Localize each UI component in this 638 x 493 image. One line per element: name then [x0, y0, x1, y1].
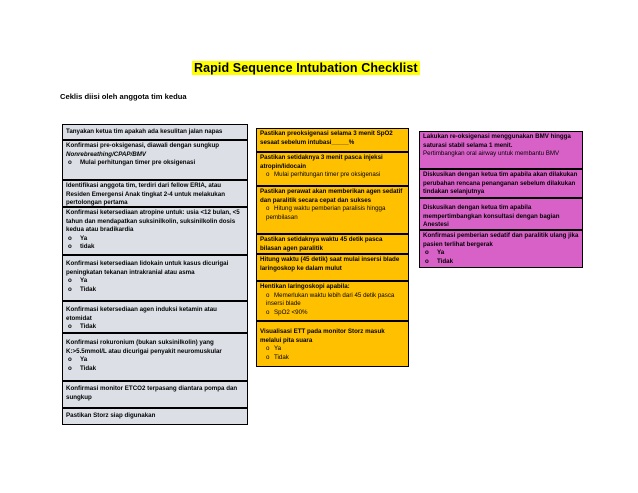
checklist-item-reoxygenation: Lakukan re-oksigenasi menggunakan BMV hingga saturasi stabil selama 1 menit. Pertimbangkan oral airway untuk membantu BMV [419, 131, 583, 169]
page-title: Rapid Sequence Intubation Checklist [194, 61, 418, 75]
checklist-item-induction: Konfirmasi ketersediaan agen induksi ketamin atau etomidat o Tidak [62, 301, 248, 333]
checklist-item-rocuronium: Konfirmasi rokuronium (bukan suksinilkolin) yang K:>5.5mmol/L atau dicurigai penyakit neuromuskular o Ya o Tidak [62, 333, 248, 381]
checklist-item-post-atropine: Pastikan setidaknya 3 menit pasca injeksi atropin/lidocain o Mulai perhitungan timer pre oksigenasi [256, 152, 409, 186]
checklist-item-paralytic-wait: Pastikan setidaknya waktu 45 detik pasca bilasan agen paralitik [256, 234, 409, 254]
column1-border [62, 124, 248, 425]
checklist-item-ett-visual: Visualisasi ETT pada monitor Storz masuk melalui pita suara o Ya o Tidak [256, 321, 409, 367]
checklist-item-preox-time: Pastikan preoksigenasi selama 3 menit SpO2 sesaat sebelum intubasi_____% [256, 128, 409, 152]
checklist-item-blade-timer: Hitung waktu (45 detik) saat mulai insersi blade laringoskop ke dalam mulut [256, 254, 409, 281]
checklist-item-airway: Tanyakan ketua tim apakah ada kesulitan jalan napas [62, 124, 248, 140]
checklist-item-etco2: Konfirmasi monitor ETCO2 terpasang diantara pompa dan sungkup [62, 381, 248, 408]
checklist-item-preoxygenation: Konfirmasi pre-oksigenasi, diawali dengan sungkup Nonrebreathing/CPAP/BMV o Mulai perhitungan timer pre oksigenasi [62, 140, 248, 180]
checklist-item-lidocaine: Konfirmasi ketersediaan lidokain untuk kasus dicurigai peningkatan tekanan intrakranial atau asma o Ya o Tidak [62, 255, 248, 301]
checklist-item-storz: Pastikan Storz siap digunakan [62, 408, 248, 425]
checklist-item-plan-change: Diskusikan dengan ketua tim apabila akan dilakukan perubahan rencana penanganan sebelum dilakukan tindakan selanjutnya [419, 169, 583, 198]
page-subtitle: Ceklis diisi oleh anggota tim kedua [60, 92, 187, 101]
checklist-item-atropine: Konfirmasi ketersediaan atropine untuk: usia <12 bulan, <5 tahun dan mendapatkan suksinilkolin, suksinilkolin dosis kedua atau bradikardia o Ya o tidak [62, 207, 248, 255]
checklist-item-stop-laryngoscopy: Hentikan laringoskopi apabila: o Memerlukan waktu lebih dari 45 detik pasca insersi blade o SpO2 <90% [256, 281, 409, 321]
checklist-item-team: Identifikasi anggota tim, terdiri dari fellow ERIA, atau Residen Emergensi Anak tingkat 2-4 untuk melakukan pertolongan pertama [62, 180, 248, 207]
checklist-item-sedative: Pastikan perawat akan memberikan agen sedatif dan paralitik secara cepat dan sukses o Hitung waktu pemberian paralisis hingga pembilasan [256, 186, 409, 234]
checklist-item-anesthesia-consult: Diskusikan dengan ketua tim apabila mempertimbangkan konsultasi dengan bagian Anestesi [419, 198, 583, 230]
checklist-item-repeat-sedation: Konfirmasi pemberian sedatif dan paralitik ulang jika pasien terlihat bergerak o Ya o Tidak [419, 230, 583, 268]
